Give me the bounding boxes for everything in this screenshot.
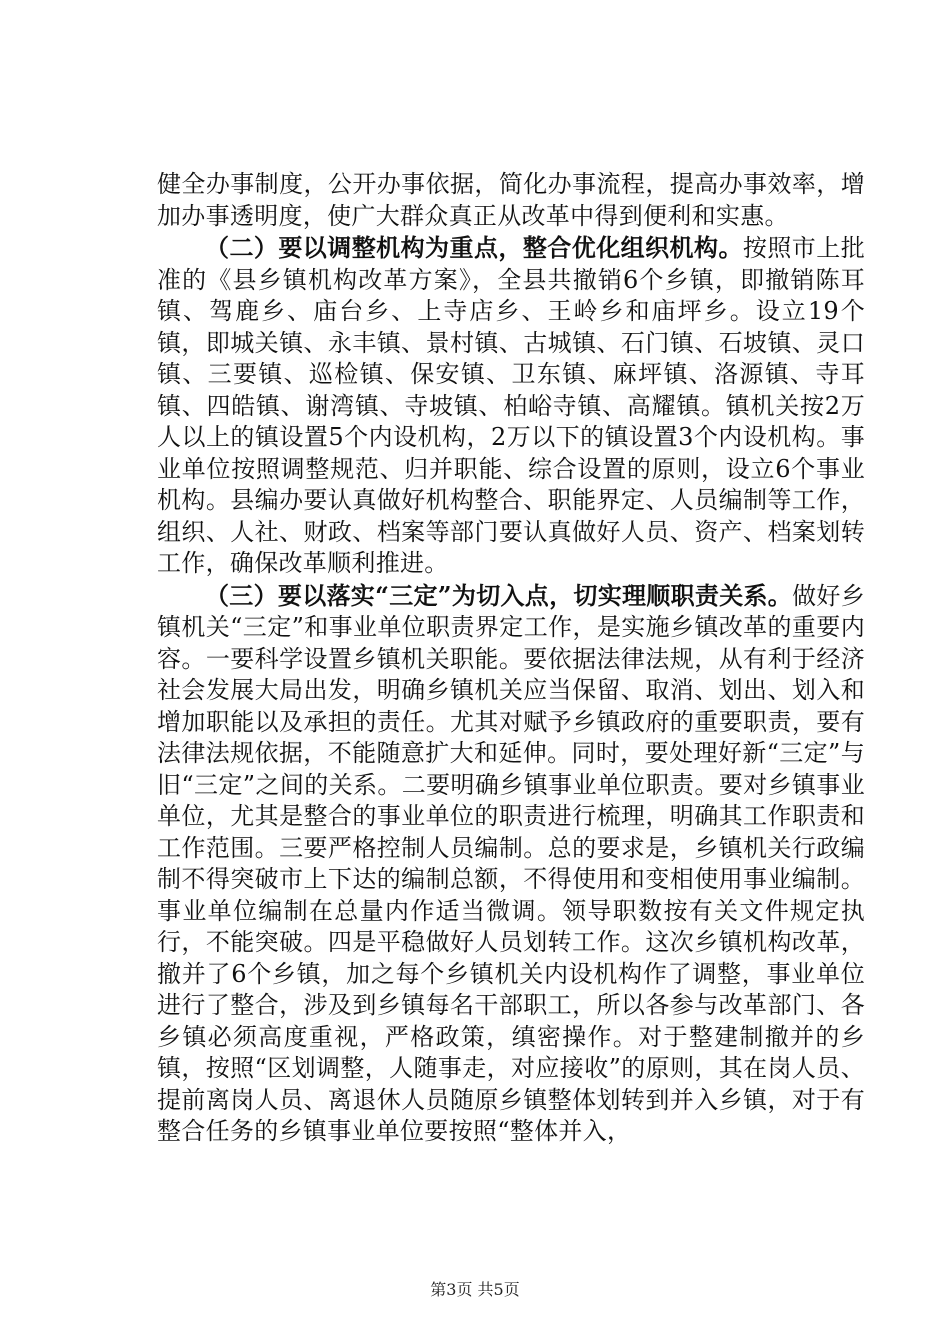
paragraph-1 <box>157 168 865 232</box>
page-footer <box>0 1277 950 1300</box>
paragraph-3 <box>157 580 865 1148</box>
document-body <box>157 168 865 1148</box>
paragraph-2-heading: （二）要以调整机构为重点，整合优化组织机构。 <box>205 233 743 262</box>
paragraph-3-text: 做好乡镇机关“三定”和事业单位职责界定工作，是实施乡镇改革的重要内容。一要科学设置乡镇机关职能。要依据法律法规，从有利于经济社会发展大局出发，明确乡镇机关应当保留、取消、划出、划入和增加职能以及承担的责任。尤其对赋予乡镇政府的重要职责，要有法律法规依据，不能随意扩大和延伸。同时，要处理好新“三定”与旧“三定”之间的关系。二要明确乡镇事业单位职责。要对乡镇事业单位，尤其是整合的事业单位的职责进行梳理，明确其工作职责和工作范围。三要严格控制人员编制。总的要求是，乡镇机关行政编制不得突破市上下达的编制总额，不得使用和变相使用事业编制。事业单位编制在总量内作适当微调。领导职数按有关文件规定执行，不能突破。四是平稳做好人员划转工作。这次乡镇机构改革，撤并了6个乡镇，加之每个乡镇机关内设机构作了调整，事业单位进行了整合，涉及到乡镇每名干部职工，所以各参与改革部门、各乡镇必须高度重视，严格政策，缜密操作。对于整建制撤并的乡镇，按照“区划调整，人随事走，对应接收”的原则，其在岗人员、提前离岗人员、离退休人员随原乡镇整体划转到并入乡镇，对于有整合任务的乡镇事业单位要按照“整体并入， <box>157 581 866 1145</box>
paragraph-1-text: 健全办事制度，公开办事依据，简化办事流程，提高办事效率，增加办事透明度，使广大群众真正从改革中得到便利和实惠。 <box>157 170 865 230</box>
page-number-label: 第3页 共5页 <box>430 1280 520 1299</box>
paragraph-3-heading: （三）要以落实“三定”为切入点，切实理顺职责关系。 <box>205 580 793 610</box>
paragraph-2-text: 按照市上批准的《县乡镇机构改革方案》，全县共撤销6个乡镇，即撤销陈耳镇、驾鹿乡、庙台乡、上寺店乡、王岭乡和庙坪乡。设立19个镇，即城关镇、永丰镇、景村镇、古城镇、石门镇、石坡镇、灵口镇、三要镇、巡检镇、保安镇、卫东镇、麻坪镇、洛源镇、寺耳镇、四皓镇、谢湾镇、寺坡镇、柏峪寺镇、高耀镇。镇机关按2万人以上的镇设置5个内设机构，2万以下的镇设置3个内设机构。事业单位按照调整规范、归并职能、综合设置的原则，设立6个事业机构。县编办要认真做好机构整合、职能界定、人员编制等工作，组织、人社、财政、档案等部门要认真做好人员、资产、档案划转工作，确保改革顺利推进。 <box>157 234 865 577</box>
paragraph-2 <box>157 232 865 580</box>
